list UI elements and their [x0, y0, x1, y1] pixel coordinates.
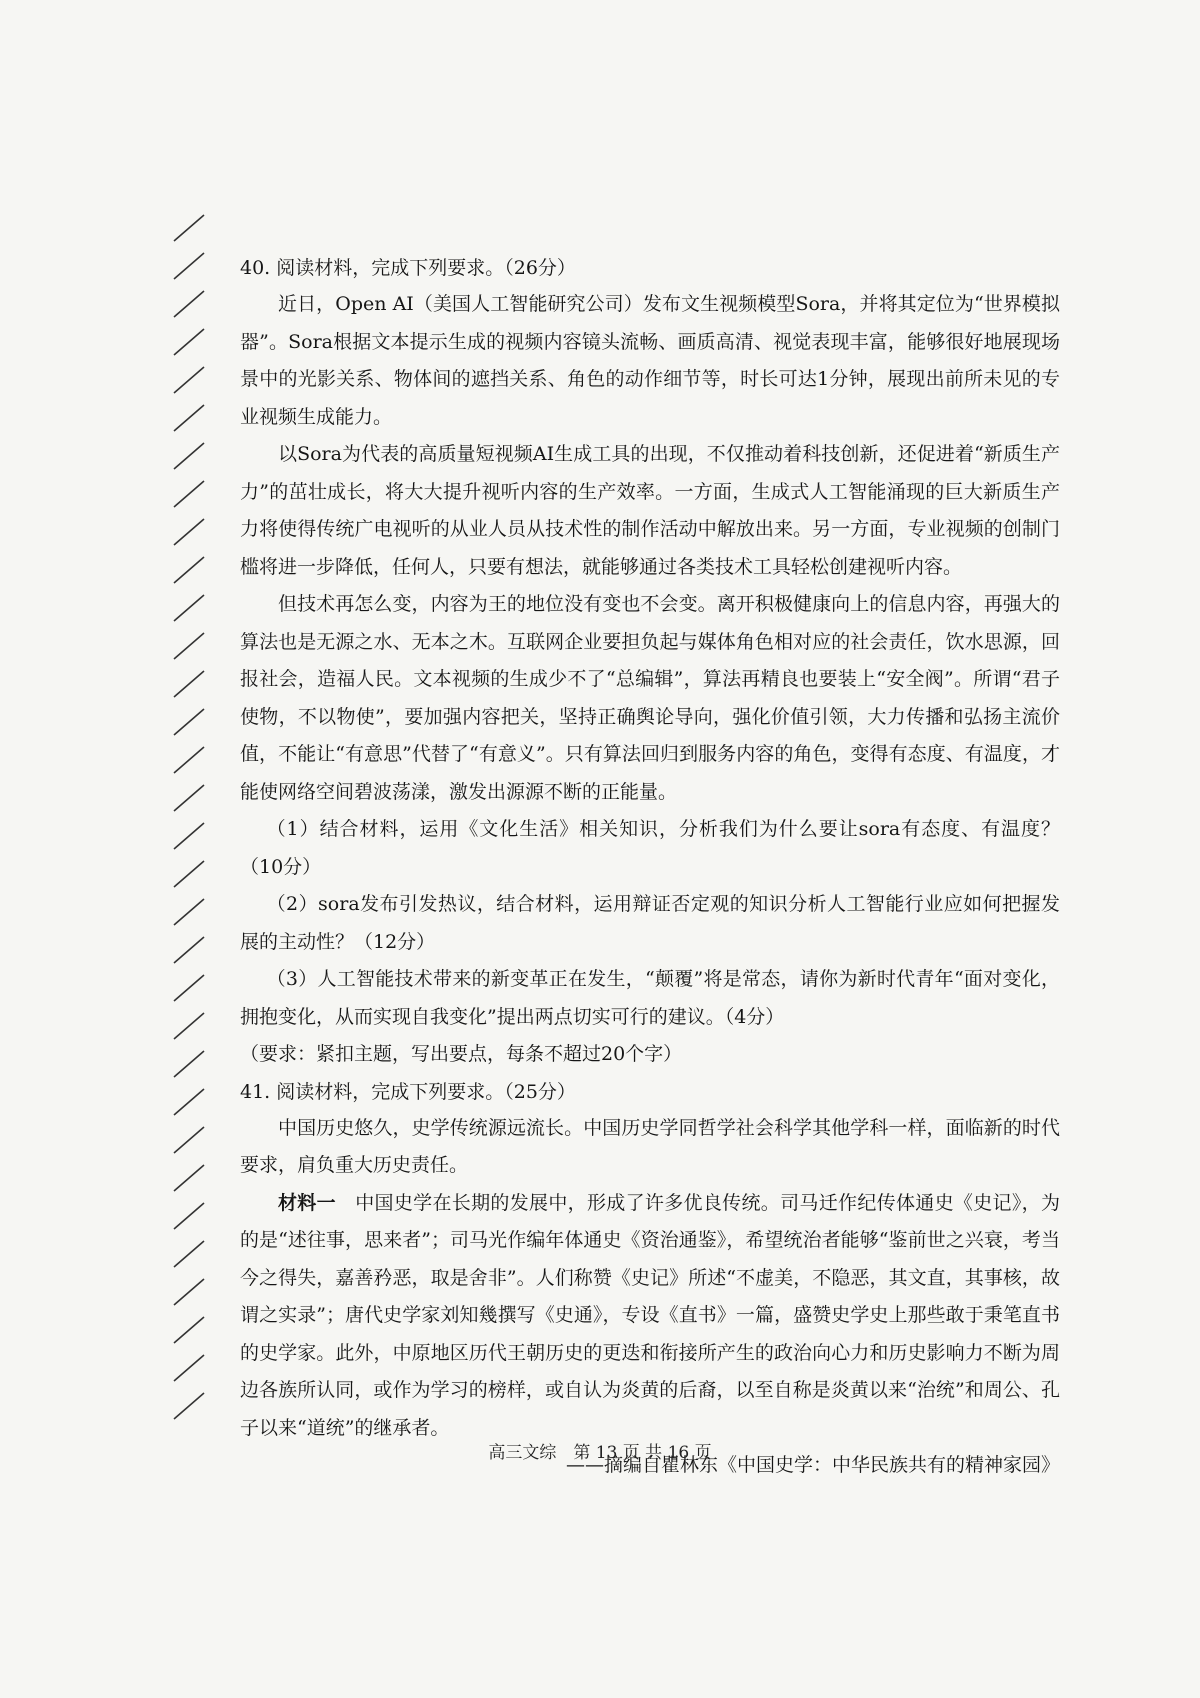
exam-page	[240, 250, 1060, 1485]
binding-tick	[174, 861, 204, 887]
binding-tick	[174, 975, 204, 1001]
binding-tick	[174, 367, 204, 393]
q41-intro: 中国历史悠久，史学传统源远流长。中国历史学同哲学社会科学其他学科一样，面临新的时代要求，肩负重大历史责任。	[240, 1116, 1060, 1176]
binding-tick	[174, 1013, 204, 1039]
binding-tick	[174, 1051, 204, 1077]
binding-tick	[174, 405, 204, 431]
binding-tick	[174, 823, 204, 849]
binding-tick	[174, 709, 204, 735]
binding-tick	[174, 557, 204, 583]
binding-tick	[174, 937, 204, 963]
q40-paragraph-3: 但技术再怎么变，内容为王的地位没有变也不会变。离开积极健康向上的信息内容，再强大的算法也是无源之水、无本之木。互联网企业要担负起与媒体角色相对应的社会责任，饮水思源，回报社会，造福人民。文本视频的生成少不了“总编辑”，算法再精良也要装上“安全阀”。所谓“君子使物，不以物使”，要加强内容把关，坚持正确舆论导向，强化价值引领，大力传播和弘扬主流价值，不能让“有意思”代替了“有意义”。只有算法回归到服务内容的角色，变得有态度、有温度，才能使网络空间碧波荡漾，激发出源源不断的正能量。	[240, 593, 1060, 803]
binding-tick	[174, 481, 204, 507]
page-footer: 高三文综 第 13 页 共 16 页	[488, 1443, 712, 1463]
q40-requirement: （要求：紧扣主题，写出要点，每条不超过20个字）	[240, 1043, 683, 1065]
binding-tick	[174, 1241, 204, 1267]
q40-subquestion-3: （3）人工智能技术带来的新变革正在发生，“颠覆”将是常态，请你为新时代青年“面对变化，拥抱变化，从而实现自我变化”提出两点切实可行的建议。（4分）	[240, 968, 1060, 1028]
binding-tick	[174, 671, 204, 697]
material-1-label: 材料一	[278, 1191, 336, 1214]
q40-subquestion-2: （2）sora发布引发热议，结合材料，运用辩证否定观的知识分析人工智能行业应如何把握发展的主动性？（12分）	[240, 893, 1060, 953]
binding-tick	[174, 291, 204, 317]
binding-tick	[174, 747, 204, 773]
q41-material-1	[240, 1185, 1060, 1448]
question-41-title: 41. 阅读材料，完成下列要求。（25分）	[240, 1080, 576, 1103]
binding-tick	[174, 253, 204, 279]
binding-tick	[174, 1203, 204, 1229]
binding-tick	[174, 899, 204, 925]
q40-paragraph-2: 以Sora为代表的高质量短视频AI生成工具的出现，不仅推动着科技创新，还促进着“新质生产力”的茁壮成长，将大大提升视听内容的生产效率。一方面，生成式人工智能涌现的巨大新质生产力将使得传统广电视听的从业人员从技术性的制作活动中解放出来。另一方面，专业视频的创制门槛将进一步降低，任何人，只要有想法，就能够通过各类技术工具轻松创建视听内容。	[240, 443, 1060, 578]
binding-tick	[174, 1279, 204, 1305]
binding-tick	[174, 1393, 204, 1419]
binding-tick	[174, 1127, 204, 1153]
binding-tick	[174, 595, 204, 621]
material-1-source: ——摘编自瞿林东《中国史学：中华民族共有的精神家园》	[565, 1454, 1060, 1476]
material-1-text: 中国史学在长期的发展中，形成了许多优良传统。司马迁作纪传体通史《史记》，为的是“述往事，思来者”；司马光作编年体通史《资治通鉴》，希望统治者能够“鉴前世之兴衰，考当今之得失，嘉善矜恶，取是舍非”。人们称赞《史记》所述“不虚美，不隐恶，其文直，其事核，故谓之实录”；唐代史学家刘知幾撰写《史通》，专设《直书》一篇，盛赞史学史上那些敢于秉笔直书的史学家。此外，中原地区历代王朝历史的更迭和衔接所产生的政治向心力和历史影响力不断为周边各族所认同，或作为学习的榜样，或自认为炎黄的后裔，以至自称是炎黄以来“治统”和周公、孔子以来“道统”的继承者。	[240, 1191, 1060, 1439]
binding-tick	[174, 1089, 204, 1115]
q40-paragraph-1: 近日，Open AI（美国人工智能研究公司）发布文生视频模型Sora，并将其定位为“世界模拟器”。Sora根据文本提示生成的视频内容镜头流畅、画质高清、视觉表现丰富，能够很好地展现场景中的光影关系、物体间的遮挡关系、角色的动作细节等，时长可达1分钟，展现出前所未见的专业视频生成能力。	[240, 293, 1060, 428]
binding-tick	[174, 329, 204, 355]
binding-tick	[174, 215, 204, 241]
binding-tick	[174, 519, 204, 545]
binding-tick	[174, 443, 204, 469]
binding-tick	[174, 785, 204, 811]
binding-tick	[174, 633, 204, 659]
question-40-title: 40. 阅读材料，完成下列要求。（26分）	[240, 257, 576, 279]
binding-tick	[174, 1355, 204, 1381]
binding-tick	[174, 1165, 204, 1191]
binding-margin-lines	[170, 205, 210, 1425]
q40-subquestion-1: （1）结合材料，运用《文化生活》相关知识，分析我们为什么要让sora有态度、有温度？（10分）	[240, 818, 1060, 878]
binding-tick	[174, 1317, 204, 1343]
